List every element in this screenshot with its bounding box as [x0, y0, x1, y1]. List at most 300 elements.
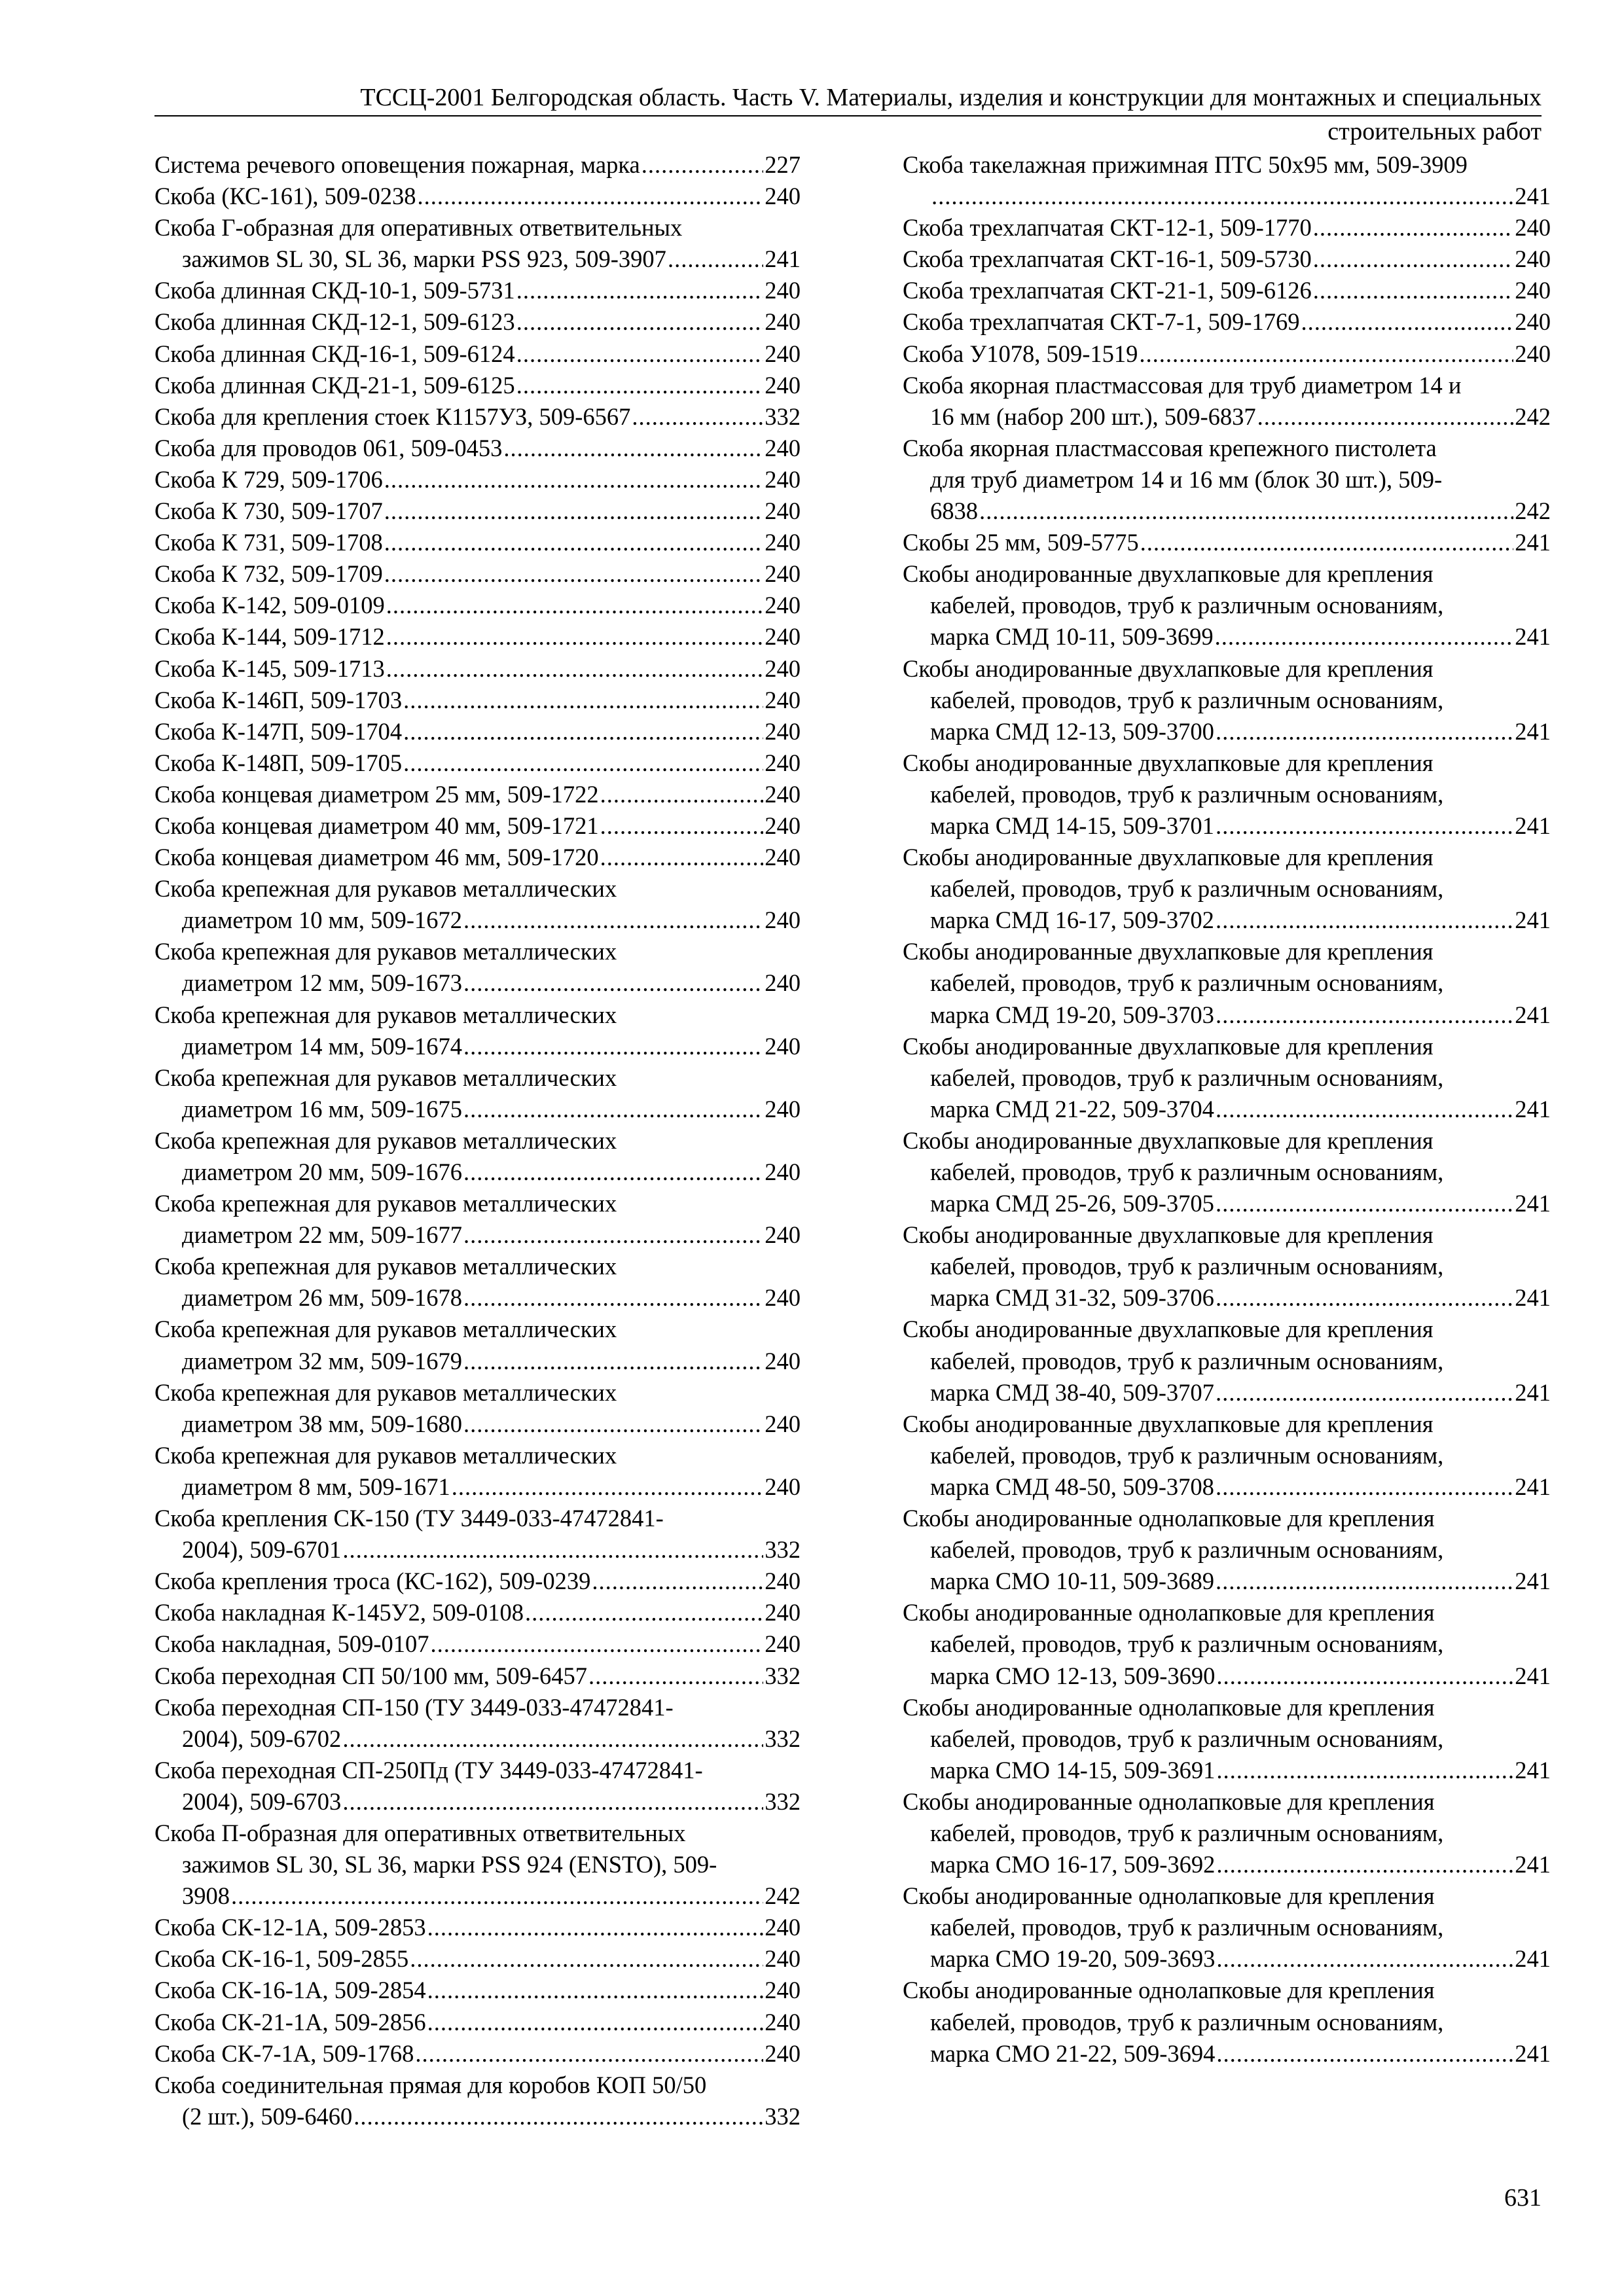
- dot-leader: [463, 967, 763, 999]
- entry-text: 2004), 509-6702: [182, 1725, 342, 1752]
- entry-line: [903, 1408, 1551, 1440]
- dot-leader: [1216, 2038, 1513, 2070]
- entry-line: [154, 1755, 801, 1786]
- entry-text: Скобы анодированные двухлапковые для крепления: [903, 938, 1434, 965]
- dot-leader: [1216, 1943, 1513, 1975]
- entry-text: кабелей, проводов, труб к различным основаниям,: [930, 780, 1444, 808]
- dot-leader: [463, 905, 763, 936]
- entry-continuation-line: [903, 1157, 1551, 1188]
- entry-continuation-line: [903, 1723, 1551, 1755]
- entry-text: диаметром 16 мм, 509-1675: [182, 1095, 463, 1122]
- entry-line: [154, 1503, 801, 1534]
- entry-page-number: 240: [765, 1158, 801, 1185]
- entry-text: кабелей, проводов, труб к различным основаниям,: [930, 1253, 1444, 1280]
- entry-continuation-line: [903, 1188, 1551, 1219]
- dot-leader: [418, 181, 764, 212]
- entry-continuation-line: [903, 401, 1551, 433]
- entry-line: [154, 1628, 801, 1660]
- dot-leader: [403, 685, 763, 716]
- entry-line: [903, 306, 1551, 338]
- index-entry: [154, 401, 801, 433]
- entry-line: [154, 1975, 801, 2006]
- dot-leader: [1139, 338, 1513, 370]
- entry-text: Скоба крепления троса (КС-162), 509-0239: [154, 1568, 591, 1595]
- entry-text: кабелей, проводов, труб к различным основаниям,: [930, 969, 1444, 997]
- entry-text: Скоба концевая диаметром 25 мм, 509-1722: [154, 780, 599, 808]
- entry-continuation-line: [903, 685, 1551, 716]
- entry-page-number: 240: [765, 1473, 801, 1500]
- entry-text: Скоба (КС-161), 509-0238: [154, 183, 416, 210]
- dot-leader: [1216, 810, 1513, 842]
- index-entry: [903, 149, 1551, 212]
- index-entry: [154, 1503, 801, 1566]
- index-entry: [154, 181, 801, 212]
- index-entry: [903, 1219, 1551, 1314]
- index-entry: [154, 1062, 801, 1125]
- entry-line: [903, 212, 1551, 243]
- entry-continuation-line: [903, 2007, 1551, 2038]
- index-entry: [154, 1188, 801, 1251]
- entry-continuation-line: [903, 621, 1551, 653]
- entry-text: Скобы анодированные двухлапковые для крепления: [903, 844, 1434, 871]
- dot-leader: [516, 370, 764, 401]
- entry-continuation-line: [903, 1346, 1551, 1377]
- entry-text: диаметром 26 мм, 509-1678: [182, 1284, 463, 1312]
- dot-leader: [386, 621, 763, 653]
- dot-leader: [592, 1566, 763, 1597]
- entry-page-number: 240: [765, 623, 801, 651]
- entry-text: Скоба соединительная прямая для коробов КОП 50/50: [154, 2071, 707, 2098]
- entry-line: [903, 1975, 1551, 2006]
- index-entry: [903, 1125, 1551, 1219]
- entry-text: Скоба К 731, 509-1708: [154, 529, 383, 556]
- entry-page-number: 240: [765, 686, 801, 713]
- entry-line: [903, 936, 1551, 967]
- entry-line: [903, 149, 1551, 181]
- entry-text: марка СМД 19-20, 509-3703: [930, 1001, 1214, 1028]
- entry-text: диаметром 38 мм, 509-1680: [182, 1410, 463, 1437]
- index-entry: [903, 842, 1551, 936]
- entry-page-number: 241: [1515, 906, 1551, 934]
- dot-leader: [463, 1094, 763, 1125]
- entry-page-number: 241: [1515, 1190, 1551, 1217]
- entry-continuation-line: [903, 999, 1551, 1031]
- index-entry: [154, 999, 801, 1062]
- index-entry: [154, 590, 801, 621]
- entry-continuation-line: [903, 1062, 1551, 1094]
- dot-leader: [979, 495, 1513, 527]
- dot-leader: [427, 1912, 764, 1943]
- dot-leader: [403, 716, 763, 747]
- entry-text: марка СМД 25-26, 509-3705: [930, 1190, 1214, 1217]
- entry-continuation-line: [903, 1377, 1551, 1408]
- entry-line: [154, 621, 801, 653]
- index-entry: [154, 2070, 801, 2132]
- dot-leader: [463, 1031, 763, 1062]
- entry-text: марка СМО 16-17, 509-3692: [930, 1851, 1216, 1878]
- entry-line: [154, 464, 801, 495]
- dot-leader: [410, 1943, 763, 1975]
- entry-line: [903, 338, 1551, 370]
- index-entry: [903, 1503, 1551, 1597]
- entry-text: Скоба трехлапчатая СКТ-16-1, 509-5730: [903, 245, 1312, 273]
- entry-page-number: 240: [765, 1347, 801, 1374]
- entry-page-number: 241: [1515, 1662, 1551, 1689]
- index-entry: [154, 1566, 801, 1597]
- index-entry: [903, 527, 1551, 558]
- entry-page-number: 241: [1515, 623, 1551, 651]
- entry-line: [154, 1818, 801, 1849]
- entry-page-number: 241: [1515, 812, 1551, 839]
- entry-page-number: 240: [765, 371, 801, 399]
- entry-text: Скоба крепежная для рукавов металлических: [154, 1253, 617, 1280]
- entry-text: кабелей, проводов, труб к различным основаниям,: [930, 1819, 1444, 1846]
- entry-page-number: 240: [765, 434, 801, 461]
- index-entry: [903, 243, 1551, 275]
- entry-text: Скоба концевая диаметром 46 мм, 509-1720: [154, 844, 599, 871]
- dot-leader: [1216, 999, 1513, 1031]
- entry-text: Скоба крепежная для рукавов металлических: [154, 1378, 617, 1406]
- entry-text: Скоба накладная К-145У2, 509-0108: [154, 1599, 524, 1626]
- entry-page-number: 240: [765, 2039, 801, 2067]
- entry-text: 3908: [182, 1882, 230, 1910]
- entry-continuation-line: [903, 779, 1551, 810]
- dot-leader: [632, 401, 763, 433]
- dot-leader: [1216, 1094, 1513, 1125]
- entry-page-number: 240: [765, 277, 801, 304]
- entry-text: Скоба К 732, 509-1709: [154, 560, 383, 588]
- entry-page-number: 241: [1515, 529, 1551, 556]
- entry-line: [903, 558, 1551, 590]
- dot-leader: [668, 243, 763, 275]
- entry-page-number: 332: [765, 1725, 801, 1752]
- entry-text: Скобы анодированные однолапковые для крепления: [903, 1977, 1435, 2004]
- entry-page-number: 241: [1515, 1756, 1551, 1784]
- entry-text: кабелей, проводов, труб к различным основаниям,: [930, 686, 1444, 713]
- dot-leader: [1215, 621, 1514, 653]
- index-entry: [903, 338, 1551, 370]
- entry-text: Скоба крепежная для рукавов металлических: [154, 1001, 617, 1028]
- entry-line: [154, 1125, 801, 1157]
- index-entry: [154, 1628, 801, 1660]
- index-entry: [154, 936, 801, 999]
- entry-page-number: 240: [1515, 277, 1551, 304]
- entry-text: Скоба крепежная для рукавов металлических: [154, 1126, 617, 1154]
- index-entry: [154, 716, 801, 747]
- entry-page-number: 240: [765, 560, 801, 588]
- entry-text: Скоба К-147П, 509-1704: [154, 717, 403, 745]
- entry-text: Скоба К-145, 509-1713: [154, 655, 385, 682]
- index-entry: [154, 1314, 801, 1376]
- dot-leader: [427, 1975, 764, 2006]
- entry-text: Скоба переходная СП 50/100 мм, 509-6457: [154, 1662, 588, 1689]
- entry-continuation-line: [154, 1031, 801, 1062]
- index-entry: [154, 212, 801, 275]
- entry-page-number: 240: [765, 969, 801, 997]
- index-entry: [903, 1314, 1551, 1408]
- entry-text: Скоба переходная СП-250Пд (ТУ 3449-033-47472841-: [154, 1756, 703, 1784]
- entry-text: Скоба крепежная для рукавов металлических: [154, 875, 617, 903]
- entry-text: Скобы анодированные двухлапковые для крепления: [903, 655, 1434, 682]
- entry-text: кабелей, проводов, труб к различным основаниям,: [930, 1158, 1444, 1185]
- entry-page-number: 240: [765, 717, 801, 745]
- index-entry: [154, 1755, 801, 1818]
- dot-leader: [342, 1786, 763, 1818]
- entry-line: [154, 433, 801, 464]
- entry-page-number: 240: [765, 340, 801, 367]
- entry-page-number: 332: [765, 1662, 801, 1689]
- entry-line: [154, 2038, 801, 2070]
- entry-continuation-line: [154, 1880, 801, 1912]
- entry-text: Скоба СК-12-1А, 509-2853: [154, 1914, 426, 1941]
- entry-line: [154, 1597, 801, 1628]
- dot-leader: [516, 338, 764, 370]
- entry-text: Скоба крепления СК-150 (ТУ 3449-033-47472841-: [154, 1505, 664, 1532]
- entry-page-number: 240: [765, 465, 801, 493]
- entry-continuation-line: [903, 1471, 1551, 1503]
- entry-continuation-line: [903, 810, 1551, 842]
- entry-text: Скоба длинная СКД-21-1, 509-6125: [154, 371, 515, 399]
- entry-page-number: 240: [765, 1221, 801, 1249]
- dot-leader: [342, 1534, 763, 1566]
- index-entry: [903, 1880, 1551, 1975]
- index-entry: [903, 1975, 1551, 2069]
- index-column-right: [903, 149, 1551, 2070]
- entry-line: [154, 1943, 801, 1975]
- entry-text: 2004), 509-6701: [182, 1536, 342, 1564]
- index-entry: [154, 370, 801, 401]
- entry-page-number: 240: [765, 1568, 801, 1595]
- dot-leader: [525, 1597, 763, 1628]
- dot-leader: [503, 433, 763, 464]
- entry-text: марка СМД 10-11, 509-3699: [930, 623, 1214, 651]
- entry-line: [903, 842, 1551, 873]
- entry-line: [154, 1314, 801, 1345]
- entry-continuation-line: [903, 2038, 1551, 2070]
- index-entry: [903, 433, 1551, 527]
- entry-text: марка СМО 19-20, 509-3693: [930, 1945, 1216, 1973]
- entry-line: [154, 1660, 801, 1692]
- entry-continuation-line: [154, 1408, 801, 1440]
- entry-line: [154, 212, 801, 243]
- index-entry: [154, 338, 801, 370]
- entry-page-number: 240: [765, 529, 801, 556]
- entry-line: [903, 1503, 1551, 1534]
- entry-page-number: 240: [765, 1914, 801, 1941]
- entry-page-number: 240: [1515, 308, 1551, 336]
- entry-line: [154, 842, 801, 873]
- entry-line: [154, 999, 801, 1031]
- entry-text: диаметром 12 мм, 509-1673: [182, 969, 463, 997]
- dot-leader: [427, 2007, 764, 2038]
- entry-text: Скоба длинная СКД-12-1, 509-6123: [154, 308, 515, 336]
- index-entry: [903, 653, 1551, 747]
- dot-leader: [641, 149, 764, 181]
- entry-text: диаметром 22 мм, 509-1677: [182, 1221, 463, 1249]
- entry-text: марка СМД 12-13, 509-3700: [930, 717, 1214, 745]
- entry-page-number: 240: [765, 812, 801, 839]
- dot-leader: [1216, 1660, 1513, 1692]
- entry-continuation-line: [903, 1628, 1551, 1660]
- dot-leader: [1216, 905, 1513, 936]
- entry-line: [154, 401, 801, 433]
- entry-line: [154, 1188, 801, 1219]
- dot-leader: [1216, 1377, 1513, 1408]
- entry-text: марка СМД 16-17, 509-3702: [930, 906, 1214, 934]
- entry-page-number: 240: [765, 1032, 801, 1060]
- entry-continuation-line: [154, 1534, 801, 1566]
- entry-text: Скоба накладная, 509-0107: [154, 1630, 429, 1658]
- entry-text: Скоба крепежная для рукавов металлических: [154, 1441, 617, 1469]
- dot-leader: [516, 306, 764, 338]
- entry-text: марка СМД 48-50, 509-3708: [930, 1473, 1214, 1500]
- entry-text: Скобы анодированные двухлапковые для крепления: [903, 1221, 1434, 1249]
- dot-leader: [384, 495, 764, 527]
- entry-line: [154, 653, 801, 685]
- entry-continuation-line: [903, 495, 1551, 527]
- entry-line: [154, 810, 801, 842]
- entry-page-number: 332: [765, 1787, 801, 1815]
- entry-continuation-line: [903, 1534, 1551, 1566]
- entry-page-number: 241: [1515, 2039, 1551, 2067]
- dot-leader: [1313, 243, 1513, 275]
- entry-page-number: 240: [765, 906, 801, 934]
- entry-page-number: 240: [1515, 214, 1551, 242]
- index-entry: [903, 370, 1551, 433]
- entry-line: [154, 558, 801, 590]
- entry-text: кабелей, проводов, труб к различным основаниям,: [930, 1630, 1444, 1658]
- entry-line: [903, 1031, 1551, 1062]
- entry-line: [903, 653, 1551, 685]
- dot-leader: [463, 1219, 763, 1251]
- dot-leader: [384, 527, 764, 558]
- entry-page-number: 240: [765, 1095, 801, 1122]
- index-entry: [154, 1440, 801, 1503]
- entry-continuation-line: [903, 464, 1551, 495]
- entry-page-number: 240: [765, 844, 801, 871]
- entry-continuation-line: [903, 1440, 1551, 1471]
- entry-text: Скоба концевая диаметром 40 мм, 509-1721: [154, 812, 599, 839]
- entry-continuation-line: [154, 1849, 801, 1880]
- entry-line: [903, 1786, 1551, 1818]
- entry-line: [903, 433, 1551, 464]
- entry-continuation-line: [903, 1282, 1551, 1314]
- dot-leader: [600, 779, 764, 810]
- entry-text: Скоба крепежная для рукавов металлических: [154, 938, 617, 965]
- index-entry: [903, 1692, 1551, 1786]
- entry-page-number: 240: [765, 1410, 801, 1437]
- entry-text: Скоба СК-16-1А, 509-2854: [154, 1977, 426, 2004]
- entry-text: Скобы анодированные двухлапковые для крепления: [903, 1316, 1434, 1343]
- entry-line: [154, 527, 801, 558]
- dot-leader: [1216, 1566, 1513, 1597]
- entry-text: кабелей, проводов, труб к различным основаниям,: [930, 875, 1444, 903]
- entry-text: 6838: [930, 497, 978, 525]
- entry-text: марка СМО 21-22, 509-3694: [930, 2039, 1216, 2067]
- entry-line: [154, 936, 801, 967]
- index-entry: [154, 747, 801, 779]
- entry-page-number: 332: [765, 1536, 801, 1564]
- entry-page-number: 241: [765, 245, 801, 273]
- entry-line: [154, 779, 801, 810]
- dot-leader: [588, 1660, 763, 1692]
- entry-text: Скобы анодированные однолапковые для крепления: [903, 1882, 1435, 1910]
- index-entry: [154, 1377, 801, 1440]
- entry-text: 2004), 509-6703: [182, 1787, 342, 1815]
- entry-text: марка СМД 21-22, 509-3704: [930, 1095, 1214, 1122]
- entry-page-number: 242: [1515, 403, 1551, 430]
- dot-leader: [342, 1723, 763, 1755]
- entry-line: [903, 527, 1551, 558]
- entry-text: Скоба СК-7-1А, 509-1768: [154, 2039, 414, 2067]
- entry-text: Скоба якорная пластмассовая для труб диаметром 14 и: [903, 371, 1462, 399]
- entry-continuation-line: [154, 1157, 801, 1188]
- index-entry: [154, 275, 801, 306]
- entry-text: кабелей, проводов, труб к различным основаниям,: [930, 2008, 1444, 2036]
- entry-line: [154, 149, 801, 181]
- entry-text: Скоба для проводов 061, 509-0453: [154, 434, 503, 461]
- entry-line: [903, 1692, 1551, 1723]
- entry-text: Скоба К-146П, 509-1703: [154, 686, 403, 713]
- entry-page-number: 240: [1515, 245, 1551, 273]
- dot-leader: [431, 1628, 764, 1660]
- entry-page-number: 240: [765, 2008, 801, 2036]
- entry-line: [903, 1219, 1551, 1251]
- entry-page-number: 240: [765, 1945, 801, 1973]
- entry-text: диаметром 14 мм, 509-1674: [182, 1032, 463, 1060]
- entry-text: диаметром 10 мм, 509-1672: [182, 906, 463, 934]
- entry-continuation-line: [903, 967, 1551, 999]
- entry-page-number: 240: [1515, 340, 1551, 367]
- entry-line: [154, 306, 801, 338]
- entry-line: [154, 1062, 801, 1094]
- entry-text: Скобы анодированные однолапковые для крепления: [903, 1693, 1435, 1721]
- entry-page-number: 240: [765, 308, 801, 336]
- entry-page-number: 332: [765, 2102, 801, 2130]
- dot-leader: [600, 842, 764, 873]
- entry-line: [154, 370, 801, 401]
- entry-text: Скобы анодированные двухлапковые для крепления: [903, 1126, 1434, 1154]
- entry-page-number: 240: [765, 592, 801, 619]
- entry-continuation-line: [903, 873, 1551, 905]
- entry-line: [903, 747, 1551, 779]
- index-entry: [903, 747, 1551, 842]
- entry-text: Скоба такелажная прижимная ПТС 50х95 мм, 509-3909: [903, 151, 1468, 178]
- entry-continuation-line: [154, 2101, 801, 2132]
- entry-text: кабелей, проводов, труб к различным основаниям,: [930, 1347, 1444, 1374]
- entry-page-number: 240: [765, 1284, 801, 1312]
- dot-leader: [386, 653, 763, 685]
- entry-line: [154, 1377, 801, 1408]
- entry-page-number: 241: [1515, 1095, 1551, 1122]
- index-entry: [154, 149, 801, 181]
- entry-line: [154, 1692, 801, 1723]
- entry-text: зажимов SL 30, SL 36, марки PSS 924 (ENSTO), 509-: [182, 1851, 717, 1878]
- entry-page-number: 242: [1515, 497, 1551, 525]
- dot-leader: [1140, 527, 1514, 558]
- entry-text: (2 шт.), 509-6460: [182, 2102, 353, 2130]
- entry-page-number: 241: [1515, 1001, 1551, 1028]
- entry-continuation-line: [903, 1818, 1551, 1849]
- entry-text: Скоба К 729, 509-1706: [154, 465, 383, 493]
- entry-text: Скобы анодированные двухлапковые для крепления: [903, 560, 1434, 588]
- entry-continuation-line: [903, 716, 1551, 747]
- index-entry: [154, 653, 801, 685]
- entry-text: Скоба крепежная для рукавов металлических: [154, 1190, 617, 1217]
- entry-line: [154, 685, 801, 716]
- entry-continuation-line: [903, 1912, 1551, 1943]
- entry-page-number: 332: [765, 403, 801, 430]
